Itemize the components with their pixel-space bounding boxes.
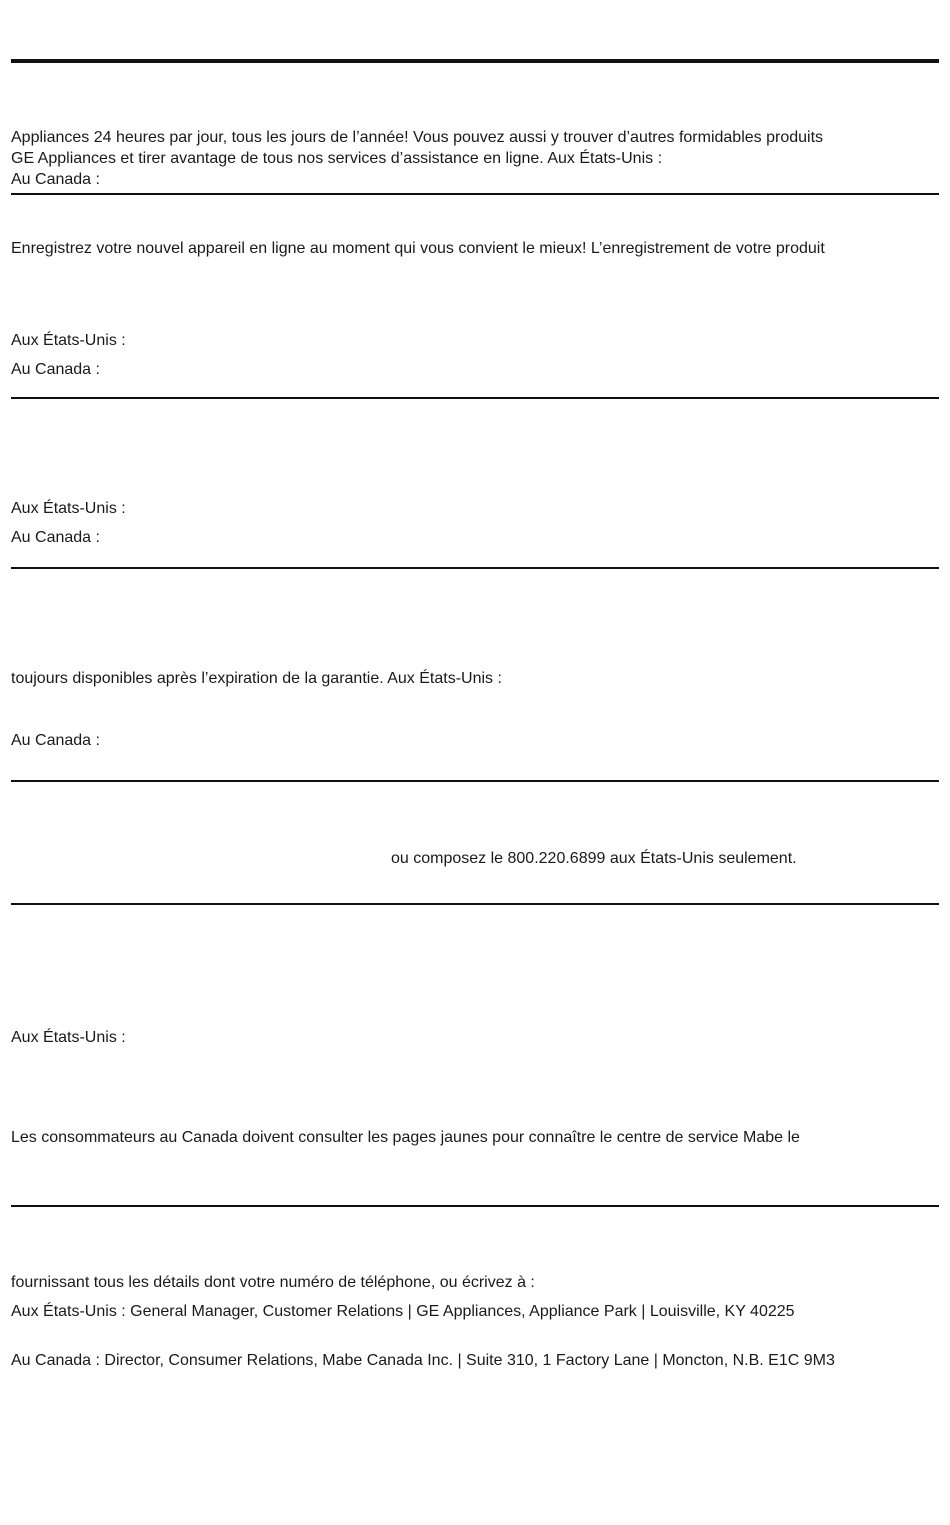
contact-text-line-1: fournissant tous les détails dont votre numéro de téléphone, ou écrivez à : <box>11 1274 535 1291</box>
register-us-label: Aux États-Unis : <box>11 332 126 349</box>
register-text-line-1: Enregistrez votre nouvel appareil en ligne au moment qui vous convient le mieux! L’enregistrement de votre produit <box>11 240 825 257</box>
register-ca-label: Au Canada : <box>11 361 100 378</box>
contact-us-address: Aux États-Unis : General Manager, Customer Relations | GE Appliances, Appliance Park | Louisville, KY 40225 <box>11 1303 795 1320</box>
online-text-line-2: GE Appliances et tirer avantage de tous nos services d’assistance en ligne. Aux États-Unis : <box>11 150 663 167</box>
divider-6 <box>11 1205 939 1207</box>
warranty-text-line-1: toujours disponibles après l’expiration de la garantie. Aux États-Unis : <box>11 670 502 687</box>
phone-text-line: ou composez le 800.220.6899 aux États-Unis seulement. <box>391 850 797 867</box>
divider-4 <box>11 780 939 782</box>
service-ca-label: Au Canada : <box>11 529 100 546</box>
online-text-line-3: Au Canada : <box>11 171 100 188</box>
warranty-ca-label: Au Canada : <box>11 732 100 749</box>
top-rule <box>11 59 939 63</box>
divider-1 <box>11 193 939 195</box>
contact-ca-address: Au Canada : Director, Consumer Relations, Mabe Canada Inc. | Suite 310, 1 Factory Lane | Moncton, N.B. E1C 9M3 <box>11 1352 835 1369</box>
divider-2 <box>11 397 939 399</box>
divider-5 <box>11 903 939 905</box>
parts-us-label: Aux États-Unis : <box>11 1029 126 1046</box>
parts-ca-text: Les consommateurs au Canada doivent consulter les pages jaunes pour connaître le centre de service Mabe le <box>11 1129 800 1146</box>
online-text-line-1: Appliances 24 heures par jour, tous les jours de l’année! Vous pouvez aussi y trouver d’autres formidables produits <box>11 129 824 146</box>
service-us-label: Aux États-Unis : <box>11 500 126 517</box>
divider-3 <box>11 567 939 569</box>
